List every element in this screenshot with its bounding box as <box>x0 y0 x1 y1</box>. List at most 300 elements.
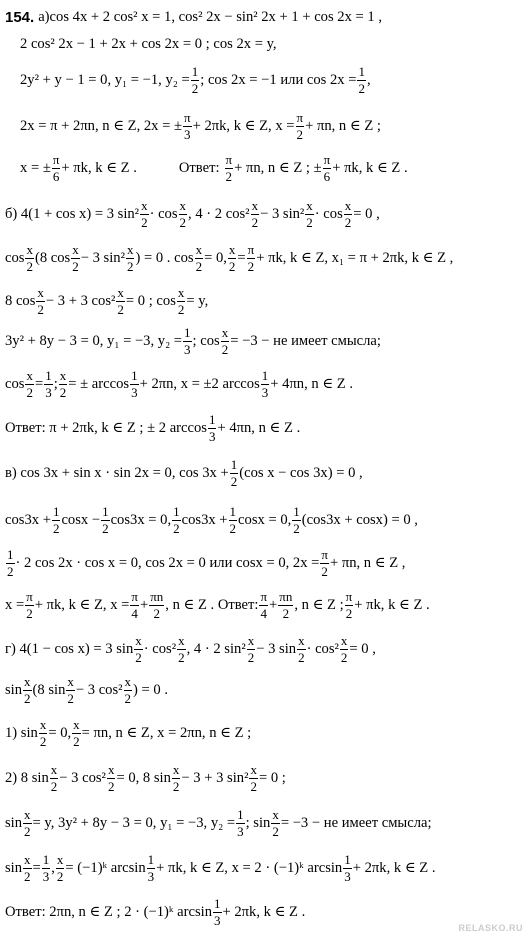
equation: = 0 , <box>349 640 376 657</box>
fraction <box>296 111 305 141</box>
fraction <box>56 853 65 883</box>
fraction-denominator: 2 <box>26 605 33 621</box>
fraction-numerator: x <box>306 198 313 213</box>
fraction-numerator: x <box>50 762 58 777</box>
fraction-numerator: x <box>56 852 64 867</box>
equation: sin <box>5 859 23 876</box>
fraction-numerator: π <box>323 152 331 167</box>
fraction-denominator: 3 <box>344 868 351 884</box>
fraction-denominator: 2 <box>7 563 14 579</box>
line-a1 <box>5 10 382 25</box>
equation: , 4 · 2 cos² <box>188 205 250 222</box>
equation: + πn, n ∈ Z ; ± <box>234 159 322 176</box>
fraction-numerator: 1 <box>293 504 300 519</box>
fraction <box>149 590 164 620</box>
equation: + 2πn, x = ±2 arccos <box>139 375 260 392</box>
fraction <box>236 808 245 838</box>
fraction <box>42 853 51 883</box>
fraction-denominator: 2 <box>59 384 67 400</box>
equation: + πk, k ∈ Z, x₁ = π + 2πk, k ∈ Z , <box>256 249 454 266</box>
fraction-denominator: 2 <box>102 520 109 536</box>
equation: − 3 cos² <box>59 769 106 786</box>
equation: − 3 cos² <box>75 681 123 698</box>
fraction-numerator: x <box>39 717 47 732</box>
fraction-denominator: 2 <box>26 384 33 400</box>
fraction <box>6 548 15 578</box>
fraction <box>140 199 149 229</box>
fraction-numerator: x <box>24 807 31 822</box>
equation: = 0, 8 sin <box>116 769 171 786</box>
fraction-denominator: 2 <box>50 778 58 794</box>
equation: + πk, k ∈ Z . <box>61 159 137 176</box>
line-v3 <box>5 548 405 578</box>
fraction-denominator: 2 <box>24 690 31 706</box>
fraction-numerator: x <box>67 674 74 689</box>
fraction-numerator: 1 <box>261 368 269 383</box>
fraction-numerator: 1 <box>173 504 180 519</box>
fraction-denominator: 2 <box>172 778 180 794</box>
fraction-numerator: 1 <box>131 368 138 383</box>
line-b6 <box>5 413 300 443</box>
problem-number: 154. <box>5 9 35 26</box>
equation: cos <box>5 375 25 392</box>
fraction-denominator: 3 <box>42 868 50 884</box>
fraction <box>172 763 181 793</box>
fraction <box>225 153 234 183</box>
equation: x = <box>5 596 25 613</box>
fraction <box>292 505 301 535</box>
fraction <box>320 548 329 578</box>
fraction-denominator: 2 <box>225 168 233 184</box>
fraction-numerator: x <box>59 368 67 383</box>
fraction <box>259 590 268 620</box>
fraction-numerator: 1 <box>191 64 199 79</box>
fraction-numerator: x <box>247 633 255 648</box>
fraction-numerator: π <box>131 589 138 604</box>
fraction <box>25 243 34 273</box>
equation: = 0 ; cos <box>125 292 176 309</box>
equation: = <box>32 859 41 876</box>
fraction-denominator: 2 <box>340 649 348 665</box>
fraction-denominator: 2 <box>358 80 365 96</box>
fraction <box>208 413 217 443</box>
fraction-numerator: x <box>124 674 132 689</box>
equation: ; <box>53 375 58 392</box>
fraction <box>229 505 238 535</box>
fraction-numerator: x <box>177 285 185 300</box>
equation: = ± arccos <box>68 375 130 392</box>
fraction-numerator: x <box>24 674 31 689</box>
fraction-denominator: 2 <box>73 733 80 749</box>
equation: , <box>51 859 55 876</box>
equation: ; cos 2x = −1 или cos 2x = <box>200 71 357 88</box>
equation: cosx = 0, <box>238 511 292 528</box>
fraction <box>72 718 81 748</box>
fraction <box>251 199 260 229</box>
equation: · 2 cos 2x · cos x = 0, cos 2x = 0 или cosx = 0, 2x = <box>15 554 320 571</box>
fraction <box>305 199 314 229</box>
fraction-denominator: 3 <box>261 384 269 400</box>
equation: − 3 + 3 sin² <box>181 769 249 786</box>
equation: г) 4(1 − cos x) = 3 sin <box>5 640 134 657</box>
equation: sin <box>5 681 23 698</box>
fraction-numerator: 1 <box>230 457 238 472</box>
fraction-numerator: π <box>345 589 353 604</box>
fraction-numerator: 1 <box>208 412 216 427</box>
fraction <box>23 808 32 838</box>
fraction <box>44 369 53 399</box>
fraction-numerator: 1 <box>214 896 221 911</box>
fraction-denominator: 2 <box>179 214 187 230</box>
fraction-numerator: x <box>251 198 259 213</box>
fraction <box>221 326 230 356</box>
equation: + πk, k ∈ Z, x = 2 · (−1)ᵏ arcsin <box>156 859 343 876</box>
equation: cos 4x + 2 cos² x = 1, cos² 2x − sin² 2x + 1 + cos 2x = 1 , <box>49 9 383 26</box>
equation: · cos <box>314 205 343 222</box>
fraction-denominator: 2 <box>126 258 134 274</box>
fraction-denominator: 3 <box>147 868 155 884</box>
line-a5 <box>20 153 408 183</box>
fraction <box>52 505 61 535</box>
equation: = <box>237 249 246 266</box>
fraction-denominator: 6 <box>52 168 60 184</box>
fraction-denominator: 2 <box>250 778 257 794</box>
equation: = πn, n ∈ Z, x = 2πn, n ∈ Z ; <box>81 724 252 741</box>
fraction-numerator: x <box>37 285 44 300</box>
line-b4 <box>5 326 381 356</box>
fraction <box>230 458 239 488</box>
fraction-denominator: 2 <box>173 520 180 536</box>
fraction <box>278 590 293 620</box>
equation: + πn, n ∈ Z ; <box>305 117 381 134</box>
equation: cos <box>5 249 25 266</box>
fraction <box>59 369 68 399</box>
line-v4 <box>5 590 430 620</box>
line-g2 <box>5 675 168 705</box>
equation: = 0, <box>204 249 227 266</box>
fraction <box>343 853 352 883</box>
fraction-denominator: 2 <box>67 690 74 706</box>
line-g3 <box>5 718 251 748</box>
fraction <box>177 634 186 664</box>
fraction <box>71 243 80 273</box>
fraction <box>107 763 116 793</box>
line-a3 <box>20 65 371 95</box>
equation: , n ∈ Z ; <box>294 596 344 613</box>
fraction <box>179 199 188 229</box>
fraction-numerator: 1 <box>52 504 60 519</box>
fraction-numerator: π <box>26 589 33 604</box>
fraction <box>247 634 256 664</box>
fraction-denominator: 2 <box>177 301 185 317</box>
fraction-denominator: 2 <box>135 649 142 665</box>
watermark: RELASKO.RU <box>458 923 523 933</box>
fraction-numerator: x <box>135 633 142 648</box>
fraction <box>126 243 135 273</box>
equation: ; cos <box>192 332 220 349</box>
fraction-numerator: x <box>24 852 31 867</box>
fraction-denominator: 2 <box>293 520 300 536</box>
fraction-numerator: x <box>73 717 80 732</box>
fraction-numerator: x <box>141 198 148 213</box>
equation: 3y² + 8y − 3 = 0, y₁ = −3, y₂ = <box>5 332 183 349</box>
fraction-denominator: 6 <box>323 168 331 184</box>
equation: 1) sin <box>5 724 38 741</box>
fraction-denominator: 2 <box>107 778 115 794</box>
equation: cos3x = 0, <box>110 511 172 528</box>
line-g5 <box>5 808 432 838</box>
fraction-denominator: 2 <box>251 214 259 230</box>
fraction <box>25 369 34 399</box>
equation: , <box>366 71 371 88</box>
fraction-denominator: 2 <box>178 649 185 665</box>
line-g4 <box>5 763 286 793</box>
line-b1 <box>5 199 380 229</box>
fraction-denominator: 2 <box>228 258 236 274</box>
fraction-denominator: 2 <box>230 473 238 489</box>
fraction <box>147 853 156 883</box>
equation: = 0 ; <box>258 769 286 786</box>
equation: + 2πk, k ∈ Z . <box>352 859 436 876</box>
equation: = y, <box>186 292 209 309</box>
fraction-numerator: x <box>26 242 33 257</box>
equation: + πk, k ∈ Z, x = <box>34 596 130 613</box>
equation: б) 4(1 + cos x) = 3 sin² <box>5 205 140 222</box>
fraction-denominator: 2 <box>272 823 279 839</box>
line-v1 <box>5 458 363 488</box>
fraction-denominator: 2 <box>52 520 60 536</box>
fraction-denominator: 3 <box>237 823 244 839</box>
fraction <box>340 634 349 664</box>
fraction-denominator: 3 <box>184 126 191 142</box>
fraction-numerator: x <box>117 285 124 300</box>
fraction-denominator: 2 <box>124 690 132 706</box>
fraction <box>124 675 133 705</box>
fraction <box>271 808 280 838</box>
fraction-numerator: π <box>247 242 255 257</box>
equation: 8 cos <box>5 292 36 309</box>
equation: ; sin <box>245 814 271 831</box>
fraction <box>261 369 270 399</box>
equation: 2 cos² 2x − 1 + 2x + cos 2x = 0 ; cos 2x = y, <box>20 36 277 52</box>
equation: = y, 3y² + 8y − 3 = 0, y₁ = −3, y₂ = <box>32 814 236 831</box>
equation: (cos3x + cosx) = 0 , <box>301 511 418 528</box>
equation: + πk, k ∈ Z . <box>354 596 430 613</box>
fraction-numerator: 1 <box>237 807 244 822</box>
fraction-denominator: 2 <box>306 214 313 230</box>
fraction-numerator: π <box>296 110 304 125</box>
fraction <box>249 763 258 793</box>
fraction-numerator: x <box>195 242 203 257</box>
fraction-numerator: 1 <box>184 325 191 340</box>
equation: · cos² <box>143 640 177 657</box>
fraction-numerator: x <box>26 368 33 383</box>
equation: = −3 − не имеет смысла; <box>280 814 432 831</box>
equation: = −3 − не имеет смысла; <box>230 332 381 349</box>
fraction-denominator: 2 <box>296 126 304 142</box>
equation: ) = 0 . <box>133 681 169 698</box>
fraction <box>183 326 192 356</box>
fraction <box>23 675 32 705</box>
fraction-denominator: 2 <box>26 258 33 274</box>
fraction-numerator: x <box>72 242 79 257</box>
fraction-denominator: 3 <box>214 912 221 928</box>
fraction-denominator: 2 <box>229 520 237 536</box>
fraction-numerator: 1 <box>147 852 155 867</box>
fraction-numerator: x <box>107 762 115 777</box>
fraction-denominator: 2 <box>24 823 31 839</box>
equation: , 4 · 2 sin² <box>186 640 246 657</box>
fraction-numerator: x <box>344 198 352 213</box>
fraction <box>50 763 59 793</box>
equation: x = ± <box>20 159 51 176</box>
fraction-numerator: 1 <box>7 547 14 562</box>
equation: · cos² <box>306 640 339 657</box>
part-a-label: а) <box>38 9 50 26</box>
fraction <box>130 590 139 620</box>
line-g7 <box>5 897 305 927</box>
fraction <box>183 111 192 141</box>
line-g6 <box>5 853 435 883</box>
equation: = 0 , <box>353 205 380 222</box>
equation: ) = 0 . cos <box>135 249 194 266</box>
answer-label: Ответ: <box>178 159 220 176</box>
fraction-numerator: π <box>184 110 191 125</box>
fraction <box>130 369 139 399</box>
fraction <box>101 505 110 535</box>
answer: Ответ: 2πn, n ∈ Z ; 2 · (−1)ᵏ arcsin <box>5 903 212 920</box>
fraction <box>52 153 61 183</box>
equation: + <box>139 596 149 613</box>
fraction-numerator: π <box>321 547 328 562</box>
equation: sin <box>5 814 23 831</box>
fraction-denominator: 3 <box>184 341 191 357</box>
fraction-denominator: 2 <box>282 605 290 621</box>
fraction-numerator: 1 <box>229 504 237 519</box>
equation: − 3 sin² <box>260 205 305 222</box>
fraction-denominator: 2 <box>191 80 199 96</box>
answer: + 4πn, n ∈ Z . <box>217 419 301 436</box>
fraction <box>134 634 143 664</box>
fraction-numerator: x <box>298 633 305 648</box>
fraction-denominator: 2 <box>345 605 353 621</box>
fraction-numerator: π <box>225 152 233 167</box>
fraction-numerator: 1 <box>102 504 109 519</box>
fraction-denominator: 2 <box>298 649 305 665</box>
fraction <box>116 286 125 316</box>
fraction-denominator: 2 <box>195 258 203 274</box>
fraction-numerator: x <box>250 762 257 777</box>
fraction-denominator: 2 <box>141 214 148 230</box>
line-a2 <box>20 37 277 52</box>
equation: cosx − <box>61 511 101 528</box>
fraction <box>23 853 32 883</box>
fraction-numerator: x <box>221 325 229 340</box>
equation: − 3 sin <box>256 640 297 657</box>
line-b2 <box>5 243 453 273</box>
line-b3 <box>5 286 208 316</box>
fraction-numerator: x <box>228 242 236 257</box>
fraction-denominator: 2 <box>221 341 229 357</box>
equation: + πk, k ∈ Z . <box>332 159 408 176</box>
fraction-denominator: 2 <box>344 214 352 230</box>
fraction-denominator: 2 <box>117 301 124 317</box>
fraction <box>177 286 186 316</box>
fraction-numerator: x <box>272 807 279 822</box>
fraction <box>39 718 48 748</box>
fraction <box>195 243 204 273</box>
fraction-denominator: 2 <box>24 868 31 884</box>
equation: = (−1)ᵏ arcsin <box>65 859 146 876</box>
fraction-numerator: πn <box>150 589 164 604</box>
fraction <box>36 286 45 316</box>
equation: 2x = π + 2πn, n ∈ Z, 2x = ± <box>20 117 183 134</box>
fraction-numerator: x <box>126 242 134 257</box>
fraction <box>172 505 181 535</box>
fraction-numerator: 1 <box>358 64 365 79</box>
line-v2 <box>5 505 418 535</box>
fraction-denominator: 2 <box>153 605 160 621</box>
fraction-numerator: x <box>340 633 348 648</box>
fraction-denominator: 3 <box>45 384 52 400</box>
equation: cos3x + <box>181 511 228 528</box>
fraction <box>25 590 34 620</box>
answer: Ответ: π + 2πk, k ∈ Z ; ± 2 arccos <box>5 419 207 436</box>
equation: + πn, n ∈ Z , <box>329 554 406 571</box>
equation: − 3 sin² <box>80 249 125 266</box>
fraction-denominator: 2 <box>39 733 47 749</box>
equation: в) cos 3x + sin x · sin 2x = 0, cos 3x + <box>5 464 229 481</box>
fraction <box>344 199 353 229</box>
equation: = <box>34 375 44 392</box>
fraction-numerator: x <box>178 633 185 648</box>
answer: + 2πk, k ∈ Z . <box>222 903 306 920</box>
fraction <box>228 243 237 273</box>
equation: − 3 + 3 cos² <box>45 292 116 309</box>
fraction-denominator: 4 <box>260 605 267 621</box>
equation: · cos <box>149 205 178 222</box>
fraction <box>66 675 75 705</box>
fraction-denominator: 3 <box>208 428 216 444</box>
fraction-denominator: 2 <box>247 258 255 274</box>
fraction-denominator: 2 <box>37 301 44 317</box>
fraction-numerator: 1 <box>45 368 52 383</box>
fraction-numerator: πn <box>279 589 293 604</box>
fraction-denominator: 2 <box>321 563 328 579</box>
fraction <box>247 243 256 273</box>
fraction-numerator: π <box>52 152 60 167</box>
equation: 2) 8 sin <box>5 769 49 786</box>
fraction-denominator: 4 <box>131 605 138 621</box>
equation: + 2πk, k ∈ Z, x = <box>192 117 295 134</box>
equation: + 4πn, n ∈ Z . <box>270 375 354 392</box>
fraction <box>323 153 332 183</box>
equation: , n ∈ Z . Ответ: <box>165 596 259 613</box>
line-g1 <box>5 634 376 664</box>
equation: 2y² + y − 1 = 0, y₁ = −1, y₂ = <box>20 71 190 88</box>
fraction-denominator: 2 <box>56 868 64 884</box>
equation: cos3x + <box>5 511 51 528</box>
fraction-denominator: 2 <box>247 649 255 665</box>
line-a4 <box>20 111 381 141</box>
fraction <box>297 634 306 664</box>
equation: + <box>269 596 278 613</box>
line-b5 <box>5 369 353 399</box>
fraction <box>357 65 366 95</box>
fraction <box>345 590 354 620</box>
equation: = 0, <box>48 724 72 741</box>
fraction <box>191 65 200 95</box>
